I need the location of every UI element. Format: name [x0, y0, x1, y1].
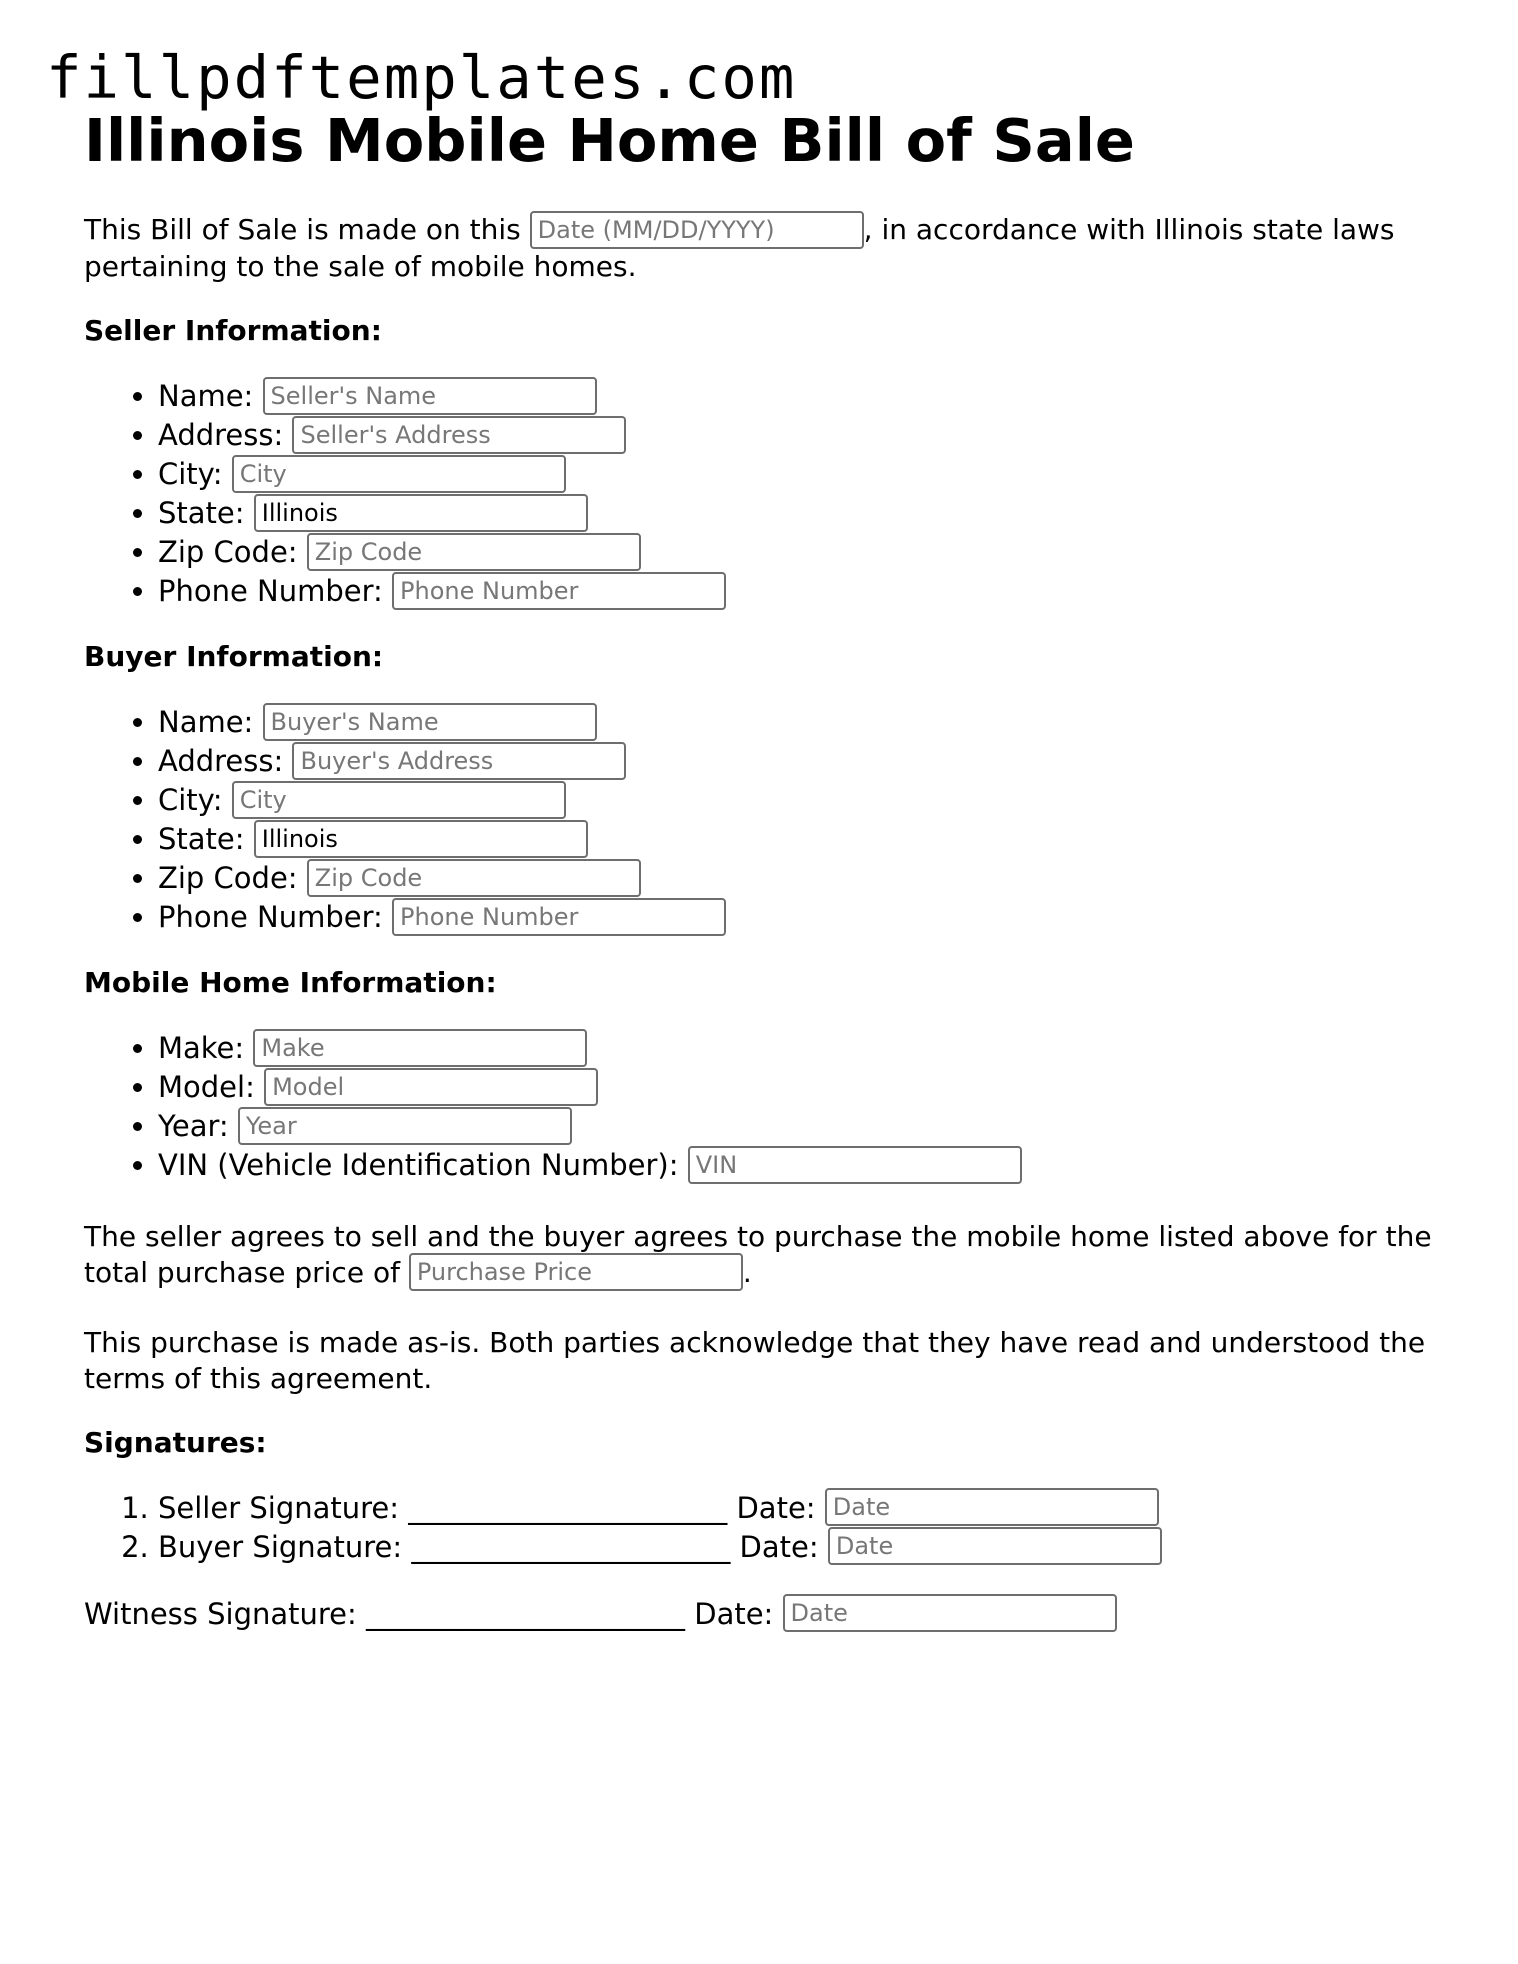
seller-signature-line[interactable]: ______________________: [408, 1491, 728, 1525]
seller-signature-date-label: Date:: [727, 1491, 825, 1525]
page-title: Illinois Mobile Home Bill of Sale: [84, 106, 1135, 175]
buyer-state-item: [158, 820, 1444, 859]
purchase-paragraph: [84, 1219, 1444, 1292]
seller-heading: Seller Information:: [84, 313, 382, 347]
seller-signature-date-input[interactable]: [825, 1488, 1159, 1526]
buyer-state-input[interactable]: [254, 820, 588, 858]
buyer-zip-input[interactable]: [307, 859, 641, 897]
buyer-city-input[interactable]: [232, 781, 566, 819]
home-year-item: [158, 1107, 1444, 1146]
witness-signature-label: Witness Signature:: [84, 1597, 367, 1631]
home-vin-item: [158, 1146, 1444, 1185]
seller-address-item: [158, 416, 1444, 455]
mobile-home-heading: Mobile Home Information:: [84, 965, 497, 999]
buyer-name-item: [158, 703, 1444, 742]
seller-signature-label: Seller Signature:: [158, 1491, 409, 1525]
buyer-list: [84, 703, 1444, 937]
buyer-heading: Buyer Information:: [84, 639, 384, 673]
intro-paragraph: [84, 212, 1444, 285]
home-model-input[interactable]: [264, 1068, 598, 1106]
seller-city-label: City:: [158, 456, 232, 491]
seller-state-input[interactable]: [254, 494, 588, 532]
intro-text-before: This Bill of Sale is made on this: [84, 213, 530, 246]
home-make-input[interactable]: [253, 1029, 587, 1067]
buyer-state-label: State:: [158, 821, 254, 856]
purchase-text-before: The seller agrees to sell and the buyer agrees to purchase the mobile home listed above for the total purchase price of: [84, 1219, 1432, 1289]
bill-of-sale-document: [84, 100, 1444, 1634]
buyer-address-item: [158, 742, 1444, 781]
witness-signature-date-label: Date:: [685, 1597, 783, 1631]
home-make-label: Make:: [158, 1030, 254, 1065]
seller-name-input[interactable]: [263, 377, 597, 415]
witness-signature-date-input[interactable]: [783, 1594, 1117, 1632]
seller-zip-item: [158, 533, 1444, 572]
buyer-zip-label: Zip Code:: [158, 860, 307, 895]
buyer-signature-label: Buyer Signature:: [158, 1530, 412, 1564]
buyer-name-input[interactable]: [263, 703, 597, 741]
seller-phone-label: Phone Number:: [158, 573, 393, 608]
seller-phone-item: [158, 572, 1444, 611]
buyer-city-item: [158, 781, 1444, 820]
seller-zip-label: Zip Code:: [158, 534, 307, 569]
intro-text-after: , in accordance with Illinois state laws pertaining to the sale of mobile homes.: [84, 213, 1395, 283]
mobile-home-list: [84, 1029, 1444, 1185]
sale-date-input[interactable]: [530, 211, 864, 249]
seller-city-item: [158, 455, 1444, 494]
buyer-signature-date-input[interactable]: [828, 1527, 1162, 1565]
home-year-label: Year:: [158, 1108, 238, 1143]
buyer-address-label: Address:: [158, 743, 293, 778]
buyer-phone-item: [158, 898, 1444, 937]
seller-zip-input[interactable]: [307, 533, 641, 571]
purchase-price-input[interactable]: [409, 1253, 743, 1291]
signatures-heading: Signatures:: [84, 1426, 267, 1459]
seller-address-input[interactable]: [292, 416, 626, 454]
buyer-name-label: Name:: [158, 704, 263, 739]
home-model-label: Model:: [158, 1069, 265, 1104]
home-year-input[interactable]: [238, 1107, 572, 1145]
seller-state-item: [158, 494, 1444, 533]
buyer-city-label: City:: [158, 782, 232, 817]
witness-signature-line[interactable]: ______________________: [366, 1597, 686, 1631]
seller-phone-input[interactable]: [392, 572, 726, 610]
buyer-address-input[interactable]: [292, 742, 626, 780]
home-vin-input[interactable]: [688, 1146, 1022, 1184]
home-model-item: [158, 1068, 1444, 1107]
seller-signature-item: [158, 1489, 1444, 1528]
buyer-signature-date-label: Date:: [730, 1530, 828, 1564]
signatures-list: [84, 1489, 1444, 1567]
seller-name-item: [158, 377, 1444, 416]
buyer-zip-item: [158, 859, 1444, 898]
seller-state-label: State:: [158, 495, 254, 530]
buyer-signature-line[interactable]: ______________________: [411, 1530, 731, 1564]
buyer-phone-input[interactable]: [392, 898, 726, 936]
buyer-signature-item: [158, 1528, 1444, 1567]
site-watermark: fillpdftemplates.com: [46, 43, 797, 112]
as-is-paragraph: This purchase is made as-is. Both parties acknowledge that they have read and understood the terms of this agreement.: [84, 1326, 1426, 1395]
seller-city-input[interactable]: [232, 455, 566, 493]
witness-signature-row: [84, 1595, 1444, 1634]
home-vin-label: VIN (Vehicle Identification Number):: [158, 1147, 688, 1182]
seller-name-label: Name:: [158, 378, 263, 413]
seller-list: [84, 377, 1444, 611]
purchase-text-after: .: [742, 1255, 752, 1289]
buyer-phone-label: Phone Number:: [158, 899, 393, 934]
seller-address-label: Address:: [158, 417, 293, 452]
home-make-item: [158, 1029, 1444, 1068]
